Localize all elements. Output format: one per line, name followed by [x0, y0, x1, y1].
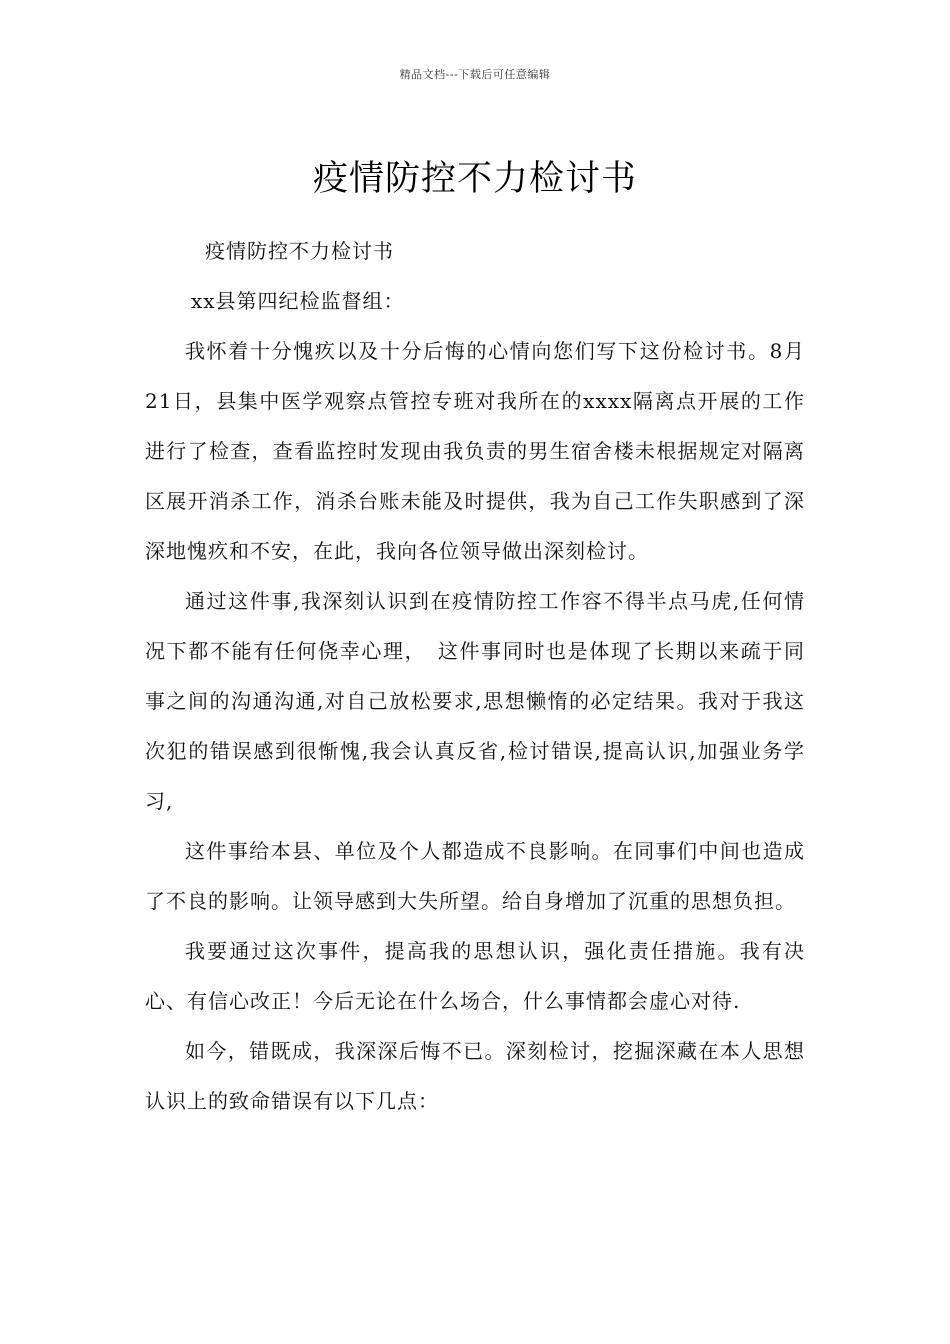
salutation: xx县第四纪检监督组：	[191, 289, 405, 313]
paragraph: 如今，错既成，我深深后悔不已。深刻检讨，挖掘深藏在本人思想认识上的致命错误有以下几点：	[145, 1039, 805, 1113]
document-subtitle: 疫情防控不力检讨书	[205, 239, 394, 263]
paragraph: 这件事给本县、单位及个人都造成不良影响。在同事们中间也造成了不良的影响。让领导感到大失所望。给自身增加了沉重的思想负担。	[145, 839, 805, 913]
header-note: 精品文档---下载后可任意编辑	[399, 68, 551, 81]
paragraph: 通过这件事,我深刻认识到在疫情防控工作容不得半点马虎,任何情况下都不能有任何侥幸心理， 这件事同时也是体现了长期以来疏于同事之间的沟通沟通,对自己放松要求,思想懒惰的必定结果。我对于我这次犯的错误感到很惭愧,我会认真反省,检讨错误,提高认识,加强业务学习,	[145, 589, 805, 813]
document-title: 疫情防控不力检讨书	[312, 159, 637, 200]
document-body	[145, 226, 805, 1126]
paragraph: 我怀着十分愧疚以及十分后悔的心情向您们写下这份检讨书。8月21日，县集中医学观察点管控专班对我所在的xxxx隔离点开展的工作进行了检查，查看监控时发现由我负责的男生宿舍楼未根据规定对隔离区展开消杀工作，消杀台账未能及时提供，我为自己工作失职感到了深深地愧疚和不安，在此，我向各位领导做出深刻检讨。	[145, 339, 805, 563]
paragraph: 我要通过这次事件，提高我的思想认识，强化责任措施。我有决心、有信心改正！今后无论在什么场合，什么事情都会虚心对待.	[145, 939, 805, 1013]
